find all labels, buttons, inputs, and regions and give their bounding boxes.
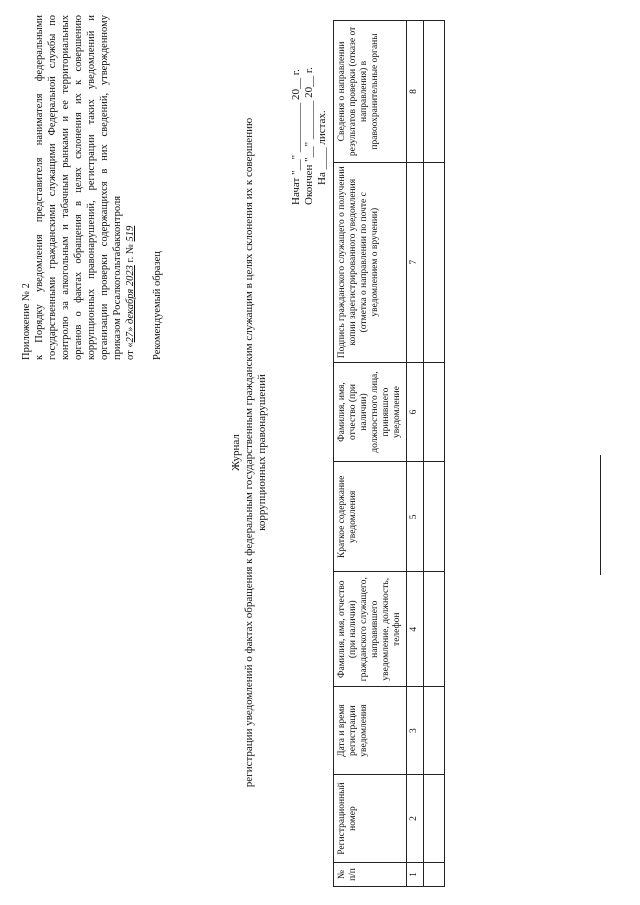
order-line: от «27» декабря 2023 г. № 519 xyxy=(125,225,136,360)
column-number: 8 xyxy=(407,21,424,163)
header-cell: Краткое содержание уведомления xyxy=(334,462,407,572)
column-number: 2 xyxy=(407,775,424,863)
table-cell[interactable] xyxy=(424,462,445,572)
table-cell[interactable] xyxy=(424,775,445,863)
column-number: 6 xyxy=(407,362,424,462)
started-date: Начат "__" _________ 20__ г. xyxy=(290,69,302,205)
header-cell: Фамилия, имя, отчество (при наличии) должностного лица, принявшего уведомление xyxy=(334,362,407,462)
column-number: 5 xyxy=(407,462,424,572)
table-cell[interactable] xyxy=(424,21,445,163)
table-cell[interactable] xyxy=(424,362,445,462)
header-cell: Фамилия, имя, отчество (при наличии) гражданского служащего, направившего уведомление, должность, телефон xyxy=(334,572,407,687)
column-number: 7 xyxy=(407,162,424,362)
header-cell: Регистрационный номер xyxy=(334,775,407,863)
header-cell: Подпись гражданского служащего о получении копии зарегистрированного уведомления (отметка о направлении по почте с уведомлением о вручении) xyxy=(334,162,407,362)
footer-rule xyxy=(600,455,601,575)
column-number: 3 xyxy=(407,687,424,775)
journal-dates xyxy=(290,5,329,205)
header-cell: Дата и время регистрации уведомления xyxy=(334,687,407,775)
column-number: 4 xyxy=(407,572,424,687)
sheet-count: На ____ листах. xyxy=(316,110,328,185)
column-number: 1 xyxy=(407,863,424,887)
appendix-body: к Порядку уведомления представителя нанимателя федеральными государственными гражданскими служащими Федеральной службы по контролю за алкогольным и табачным рынками и ее территориальных органов о фактах обращения в целях склонения их к совершению коррупционных правонарушений, регистрации таких уведомлений и организации проверки содержащихся в них сведений, утвержденному приказом Росалкогольтабакконтроля xyxy=(34,15,123,360)
appendix-block xyxy=(20,15,164,360)
journal-table xyxy=(333,20,445,887)
table-header-row xyxy=(334,21,407,887)
journal-subtitle-2: коррупционных правонарушений xyxy=(256,374,268,531)
handwritten-order-number: 519 xyxy=(125,225,136,242)
ended-date: Окончен "__" _______ 20__ г. xyxy=(303,67,315,205)
appendix-title: Приложение № 2 xyxy=(21,283,32,360)
table-cell[interactable] xyxy=(424,572,445,687)
handwritten-month: » декабря 2023 xyxy=(125,265,136,332)
header-cell: Сведения о направлении результатов проверки (отказе от направления) в правоохранительные органы xyxy=(334,21,407,163)
sample-label: Рекомендуемый образец xyxy=(152,251,163,360)
table-cell[interactable] xyxy=(424,687,445,775)
handwritten-day: 27 xyxy=(125,331,136,343)
journal-title: Журнал xyxy=(230,434,242,471)
table-cell[interactable] xyxy=(424,162,445,362)
table-number-row xyxy=(407,21,424,887)
table-cell[interactable] xyxy=(424,863,445,887)
header-cell: № п/п xyxy=(334,863,407,887)
journal-subtitle-1: регистрации уведомлений о фактах обращения к федеральным государственным гражданским служащим в целях склонения их к совершению xyxy=(243,117,255,788)
table-row xyxy=(424,21,445,887)
